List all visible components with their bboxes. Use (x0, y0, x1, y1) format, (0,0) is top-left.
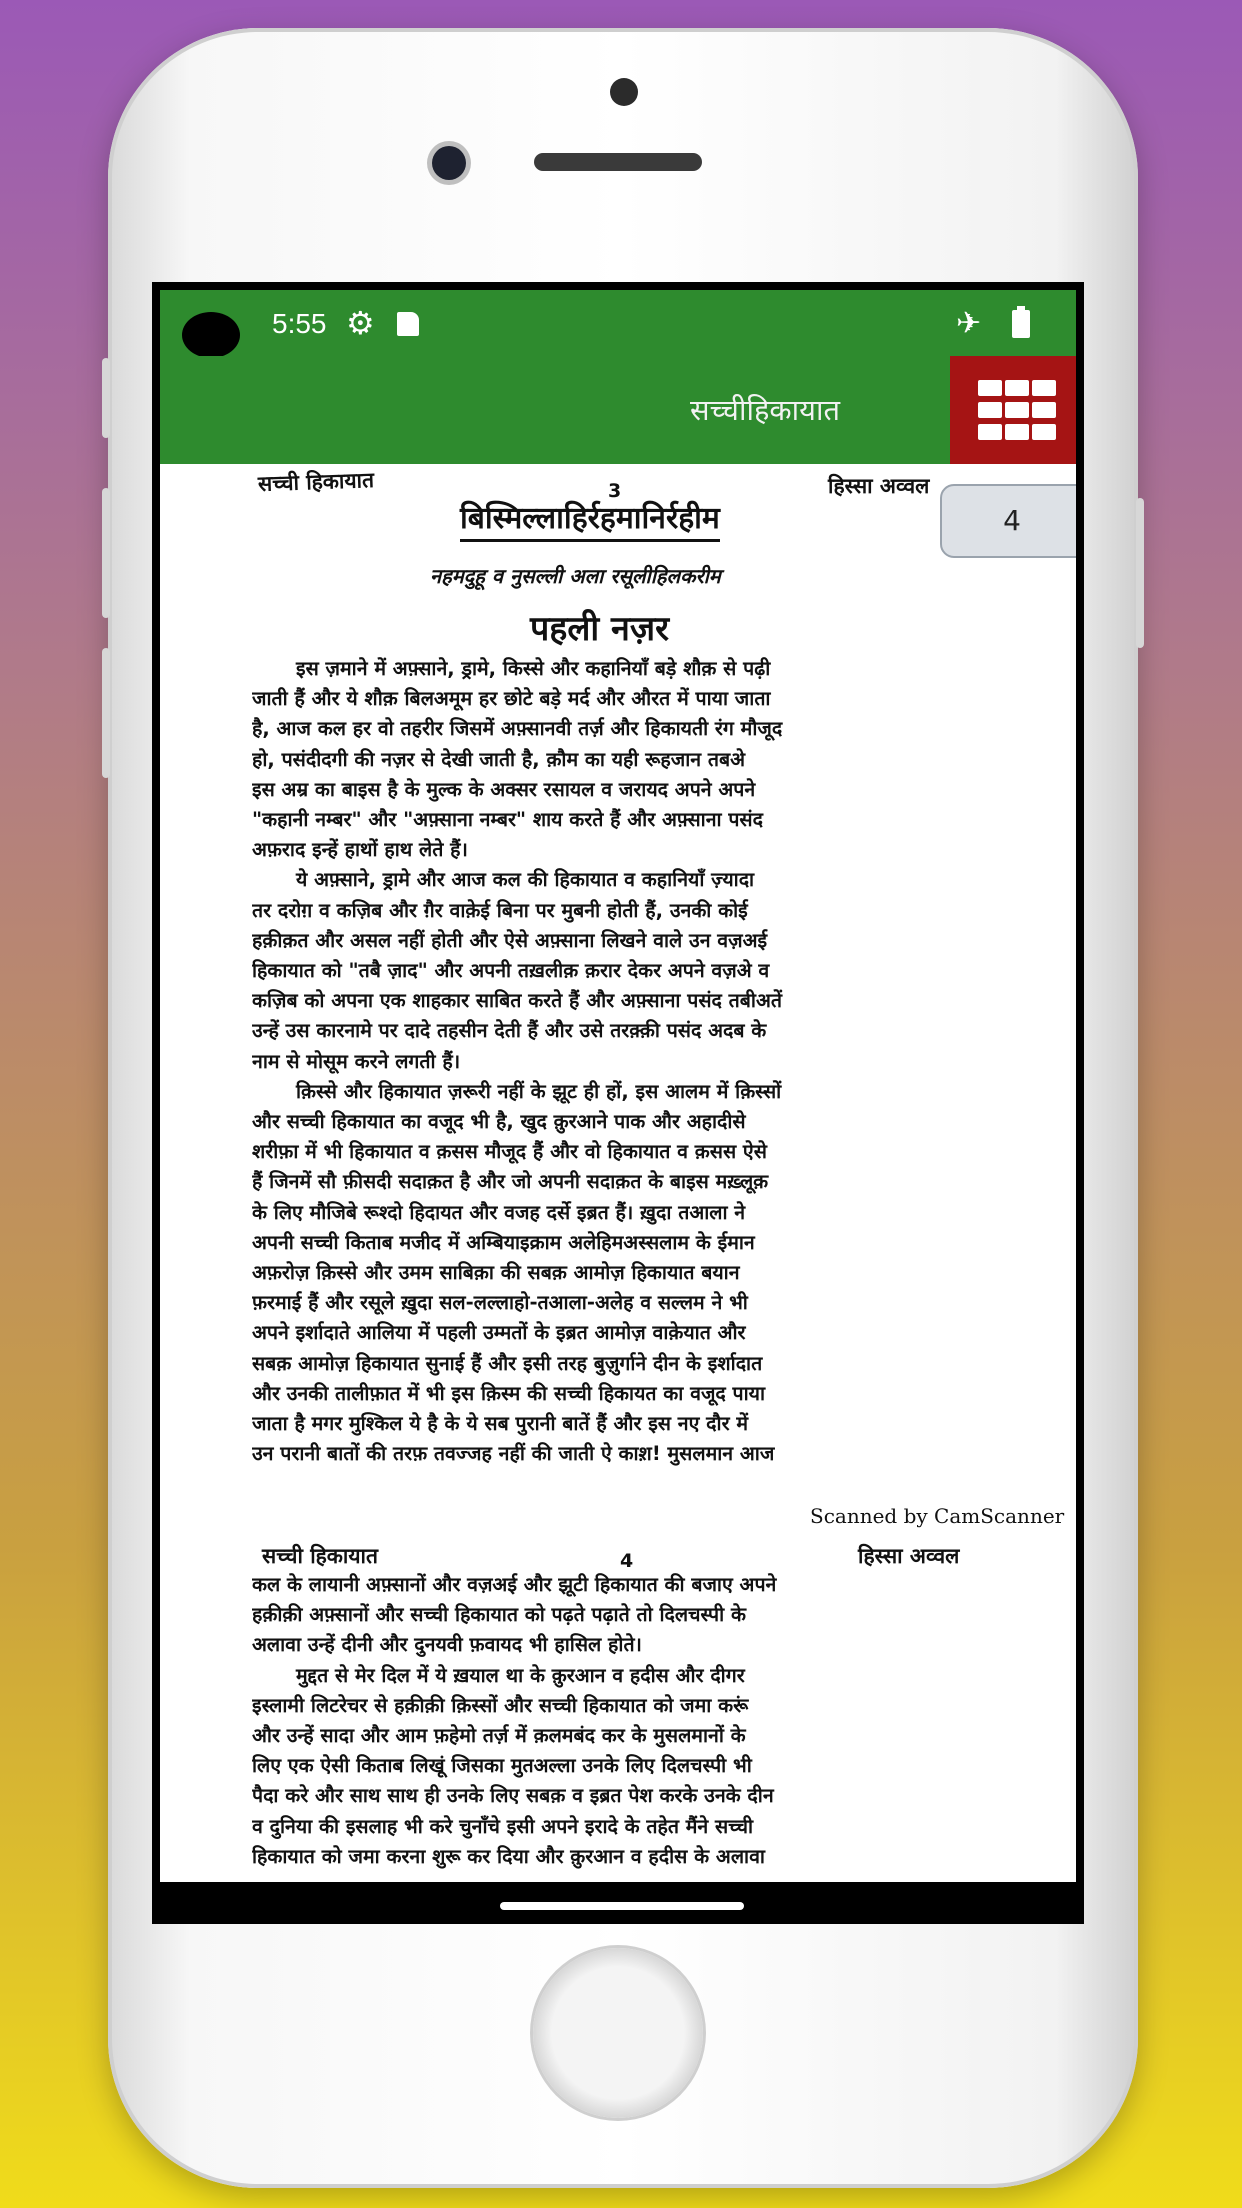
text-line: उन्हें उस कारनामे पर दादे तहसीन देती हैं और उसे तरक़्क़ी पसंद अदब के (252, 1019, 767, 1043)
chapter-title: पहली नज़र (530, 609, 670, 649)
status-bar (160, 290, 1076, 356)
page1-number: 3 (608, 480, 622, 502)
text-line: अफ़राद इन्हें हाथों हाथ लेते हैं। (252, 838, 468, 862)
text-line: जाती हैं और ये शौक़ बिलअमूम हर छोटे बड़े मर्द और औरत में पाया जाता (252, 687, 771, 711)
grid-menu-button[interactable] (950, 356, 1076, 464)
text-line: कल के लायानी अफ़्सानों और वज़अई और झूटी हिकायात की बजाए अपने (252, 1573, 777, 1596)
page2-number: 4 (620, 1550, 634, 1572)
text-line: और सच्ची हिकायात का वजूद भी है, खुद क़ुरआने पाक और अहादीसे (252, 1110, 746, 1134)
text-line: उन परानी बातों की तरफ़ तवज्जह नहीं की जाती ऐ काश़! मुसलमान आज (252, 1442, 775, 1466)
home-button[interactable] (533, 1948, 703, 2118)
text-line: और उन्हें सादा और आम फ़हेमो तर्ज़ में क़लमबंद कर के मुसलमानों के (252, 1724, 746, 1748)
text-line: और उनकी तालीफ़ात में भी इस क़िस्म की सच्ची हिकायत का वजूद पाया (252, 1381, 766, 1405)
home-gesture-bar[interactable] (500, 1902, 744, 1910)
text-line: हक़ीक़ी अफ़्सानों और सच्ची हिकायात को पढ़ते पढ़ाते तो दिलचस्पी के (252, 1603, 746, 1627)
airplane-mode-icon: ✈ (956, 306, 982, 341)
text-line: हो, पसंदीदगी की नज़र से देखी जाती है, क़ौम का यही रूहजान तबअे (252, 747, 746, 771)
sd-card-icon (397, 312, 419, 336)
proximity-sensor (610, 78, 638, 106)
subline: नहमदुहू व नुसल्ली अला रसूलीहिलकरीम (430, 564, 721, 588)
text-line: इस्लामी लिटरेचर से हक़ीक़ी क़िस्सों और सच्ची हिकायात को जमा करूं (252, 1693, 749, 1717)
text-line: अलावा उन्हें दीनी और दुनयवी फ़वायद भी हासिल होते। (252, 1633, 642, 1657)
text-line: "कहानी नम्बर" और "अफ़्साना नम्बर" शाय करते हैं और अफ़्साना पसंद (252, 808, 763, 832)
grid-icon (1032, 380, 1056, 396)
text-line: नाम से मोसूम करने लगती हैं। (252, 1049, 461, 1073)
page2-text (252, 1570, 982, 1872)
volume-down-button (102, 648, 110, 778)
phone-screen (152, 282, 1084, 1924)
text-line: अफ़रोज़ क़िस्से और उमम साबिक़ा की सबक़ आमोज़ हिकायात बयान (252, 1261, 740, 1285)
camscanner-watermark: Scanned by CamScanner (810, 1504, 1065, 1528)
text-line: जाता है मगर मुश्किल ये है के ये सब पुरानी बातें हैं और इस नए दौर में (252, 1412, 749, 1436)
front-camera-icon (432, 146, 466, 180)
grid-icon (1005, 380, 1029, 396)
earpiece-speaker (534, 153, 702, 171)
text-line: हिकायात को "तबै ज़ाद" और अपनी तख़लीक़ क़रार देकर अपने वज़अे व (252, 959, 770, 983)
text-line: के लिए मौजिबे रूश्दो हिदायत और वजह दर्से इब्रत हैं। ख़ुदा तआला ने (252, 1200, 746, 1224)
app-title: सच्चीहिकायात (690, 393, 841, 427)
text-line: क़िस्से और हिकायात ज़रूरी नहीं के झूट ही हों, इस आलम में क़िस्सों (296, 1079, 782, 1103)
settings-gear-icon: ⚙ (346, 304, 375, 342)
text-line: इस अम्र का बाइस है के मुल्क के अक्सर रसायल व जरायद अपने अपने (252, 777, 756, 801)
battery-icon (1012, 310, 1030, 338)
page2-header-left: सच्ची हिकायात (262, 1544, 378, 1568)
volume-up-button (102, 488, 110, 618)
grid-icon (1005, 402, 1029, 418)
text-line: ये अफ़्साने, ड्रामे और आज कल की हिकायात व कहानियाँ ज़्यादा (296, 868, 755, 892)
text-line: पैदा करे और साथ साथ ही उनके लिए सबक़ व इब्रत पेश करके उनके दीन (252, 1784, 774, 1808)
page1-header-right: हिस्सा अव्वल (828, 474, 930, 498)
scanned-page-viewer[interactable] (160, 464, 1076, 1882)
grid-icon (978, 380, 1002, 396)
app-bar (160, 356, 1076, 464)
grid-icon (978, 402, 1002, 418)
grid-icon (1032, 402, 1056, 418)
text-line: सबक़ आमोज़ हिकायात सुनाई हैं और इसी तरह बुज़ुर्गाने दीन के इर्शादात (252, 1351, 763, 1375)
text-line: है, आज कल हर वो तहरीर जिसमें अफ़्सानवी तर्ज़ और हिकायती रंग मौजूद (252, 717, 783, 741)
text-line: शरीफ़ा में भी हिकायात व क़सस मौजूद हैं और वो हिकायात व क़सस ऐसे (252, 1140, 767, 1164)
text-line: फ़रमाई हैं और रसूले ख़ुदा सल-लल्लाहो-तआला-अलेह व सल्लम ने भी (252, 1291, 748, 1315)
text-line: हैं जिनमें सौ फ़ीसदी सदाक़त है और जो अपनी सदाक़त के बाइस मख़्लूक़ (252, 1170, 769, 1194)
grid-icon (1032, 424, 1056, 440)
bismillah-heading: बिस्मिल्लाहिर्रहमानिर्रहीम (460, 496, 720, 542)
text-line: हिकायात को जमा करना शुरू कर दिया और क़ुरआन व हदीस के अलावा (252, 1844, 765, 1868)
text-line: लिए एक ऐसी किताब लिखूं जिसका मुतअल्ला उनके लिए दिलचस्पी भी (252, 1754, 752, 1778)
text-line: मुद्दत से मेर दिल में ये ख़याल था के क़ुरआन व हदीस और दीगर (296, 1663, 745, 1687)
text-line: व दुनिया की इसलाह भी करे चुनाँचे इसी अपने इरादे के तहेत मैंने सच्ची (252, 1814, 754, 1838)
grid-icon (978, 424, 1002, 440)
status-time: 5:55 (272, 308, 327, 339)
page1-text (252, 654, 982, 1469)
page1-header-left: सच्ची हिकायात (257, 467, 375, 497)
text-line: अपने इर्शादाते आलिया में पहली उम्मतों के इब्रत आमोज़ वाक़ेयात और (252, 1321, 746, 1345)
text-line: कज़िब को अपना एक शाहकार साबित करते हैं और अफ़्साना पसंद तबीअतें (252, 989, 782, 1013)
text-line: अपनी सच्ची किताब मजीद में अम्बियाइक्राम अलेहिमअस्सलाम के ईमान (252, 1230, 755, 1254)
text-line: हक़ीक़त और असल नहीं होती और ऐसे अफ़्साना लिखने वाले उन वज़अई (252, 928, 768, 952)
page2-header-right: हिस्सा अव्वल (858, 1544, 960, 1568)
text-line: तर दरोग़ व कज़िब और ग़ैर वाक़ेई बिना पर मुबनी होती हैं, उनकी कोई (252, 898, 748, 922)
side-button (102, 358, 110, 438)
page-number-badge[interactable]: 4 (940, 484, 1076, 558)
text-line: इस ज़माने में अफ़्साने, ड्रामे, किस्से और कहानियाँ बड़े शौक़ से पढ़ी (296, 657, 771, 680)
punch-hole-camera (182, 312, 240, 358)
grid-icon (1005, 424, 1029, 440)
power-button (1136, 498, 1144, 648)
